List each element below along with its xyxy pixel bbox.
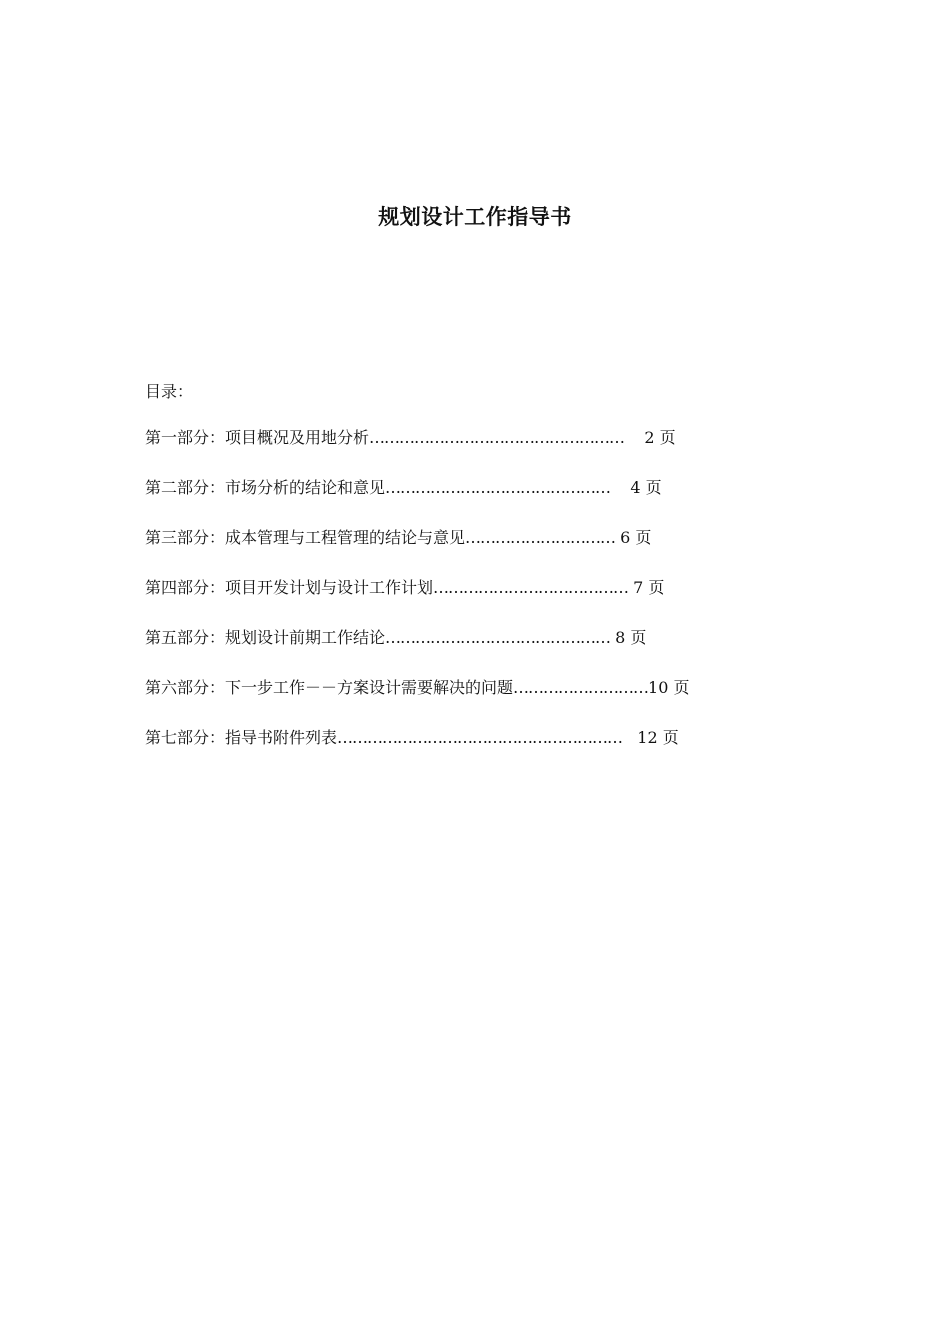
toc-page-number: 6 页 (620, 528, 652, 547)
toc-entry-4 (145, 578, 810, 598)
toc-entry-label: 第五部分：规划设计前期工作结论 (145, 628, 386, 647)
toc-leader-dots: ……………………………………… (385, 628, 611, 647)
toc-entry-label: 第七部分：指导书附件列表 (145, 728, 338, 747)
toc-heading: 目录： (145, 382, 194, 401)
document-title: 规划设计工作指导书 (378, 205, 572, 229)
toc-leader-dots: ……………………… (513, 678, 649, 697)
toc-entry-label: 第一部分：项目概况及用地分析 (145, 428, 370, 447)
toc-page-number: 10 页 (648, 678, 690, 697)
toc-entry-6 (145, 678, 810, 698)
toc-entry-label: 第四部分：项目开发计划与设计工作计划 (145, 578, 434, 597)
toc-entry-2 (145, 478, 810, 498)
toc-leader-dots: …………………………………………… (369, 428, 625, 447)
toc-entry-label: 第六部分：下一步工作－－方案设计需要解决的问题 (145, 678, 514, 697)
toc-entry-label: 第二部分：市场分析的结论和意见 (145, 478, 386, 497)
toc-leader-dots: ………………………… (465, 528, 616, 547)
toc-page-number: 4 页 (630, 478, 662, 497)
toc-leader-dots: ………………………………………………… (337, 728, 623, 747)
toc-entry-label: 第三部分：成本管理与工程管理的结论与意见 (145, 528, 466, 547)
toc-page-number: 2 页 (644, 428, 676, 447)
toc-entry-7 (145, 728, 807, 748)
toc-entry-1 (145, 428, 810, 448)
toc-page-number: 7 页 (633, 578, 665, 597)
toc-leader-dots: ………………………………… (433, 578, 629, 597)
toc-page-number: 8 页 (615, 628, 647, 647)
toc-leader-dots: ……………………………………… (385, 478, 611, 497)
toc-page-number: 12 页 (637, 728, 679, 747)
toc-entry-3 (145, 528, 810, 548)
toc-entry-5 (145, 628, 810, 648)
